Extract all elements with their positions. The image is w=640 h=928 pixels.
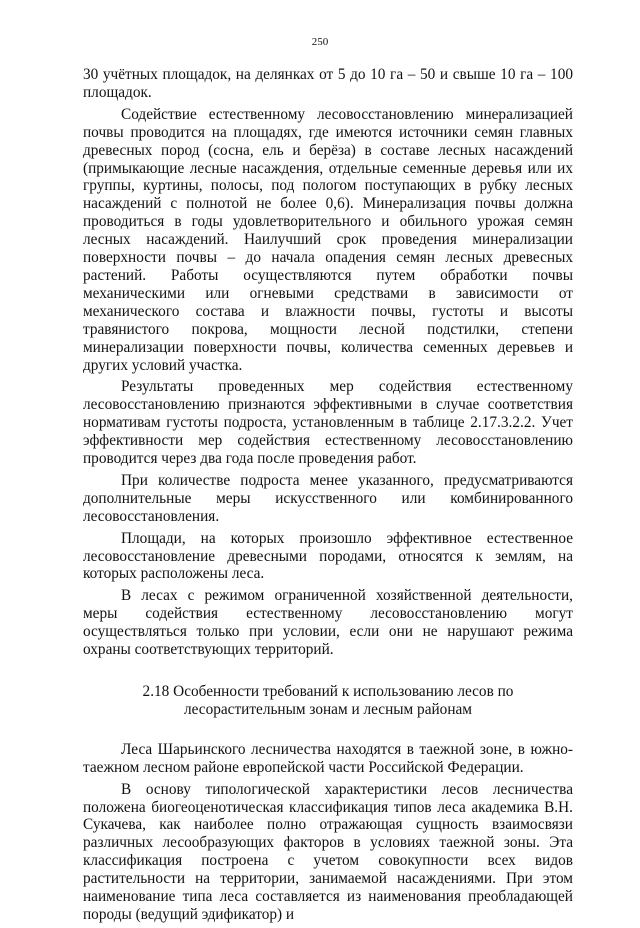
section-heading bbox=[83, 683, 573, 719]
paragraph-continuation: 30 учётных площадок, на делянках от 5 до 10 га – 50 и свыше 10 га – 100 площадок. bbox=[83, 66, 573, 101]
paragraph-taiga-zone: Леса Шарьинского лесничества находятся в таежной зоне, в южно-таежном лесном районе европейской части Российской Федерации. bbox=[83, 740, 573, 776]
section-heading-line-1: 2.18 Особенности требований к использованию лесов по bbox=[142, 683, 514, 700]
paragraph-typology: В основу типологической характеристики лесов лесничества положена биогеоценотическая классификация типов леса академика В.Н. Сукачева, как наиболее полно отражающая сущность взаимосвязи различных лесообразующих факторов в условиях таежной зоны. Эта классификация построена с учетом совокупности всех видов растительности на территории, занимаемой насаждениями. При этом наименование типа леса составляется из наименования преобладающей породы (ведущий эдификатор) и bbox=[83, 780, 573, 923]
paragraph-restricted-regime: В лесах с режимом ограниченной хозяйственной деятельности, меры содействия естественному лесовосстановлению могут осуществляться только при условии, если они не нарушают режима охраны соответствующих территорий. bbox=[83, 587, 573, 659]
paragraph-soil-mineralization: Содействие естественному лесовосстановлению минерализацией почвы проводится на площадях, где имеются источники семян главных древесных пород (сосна, ель и берёза) в составе лесных насаждений (примыкающие лесные насаждения, отдельные семенные деревья или их группы, куртины, полосы, под пологом поступающих в рубку лесных насаждений с полнотой не более 0,6). Минерализация почвы должна проводиться в годы удовлетворительного и обильного урожая семян лесных насаждений. Наилучший срок проведения минерализации поверхности почвы – до начала опадения семян лесных древесных растений. Работы осуществляются путем обработки почвы механическими или огневыми средствами в зависимости от механического состава и влажности почвы, густоты и высоты травянистого покрова, мощности лесной подстилки, степени минерализации поверхности почвы, количества семенных деревьев и других условий участка. bbox=[83, 105, 573, 374]
paragraph-results-effectiveness: Результаты проведенных мер содействия естественному лесовосстановлению признаются эффективными в случае соответствия нормативам густоты подроста, установленным в таблице 2.17.3.2.2. Учет эффективности мер содействия естественному лесовосстановлению проводится через два года после проведения работ. bbox=[83, 378, 573, 468]
section-heading-line-2: лесорастительным зонам и лесным районам bbox=[184, 700, 472, 718]
paragraph-additional-measures: При количестве подроста менее указанного, предусматриваются дополнительные меры искусственного или комбинированного лесовосстановления. bbox=[83, 471, 573, 525]
paragraph-forest-lands: Площади, на которых произошло эффективное естественное лесовосстановление древесными породами, относятся к землям, на которых расположены леса. bbox=[83, 529, 573, 583]
page-content bbox=[83, 66, 573, 928]
page-number: 250 bbox=[311, 36, 329, 48]
